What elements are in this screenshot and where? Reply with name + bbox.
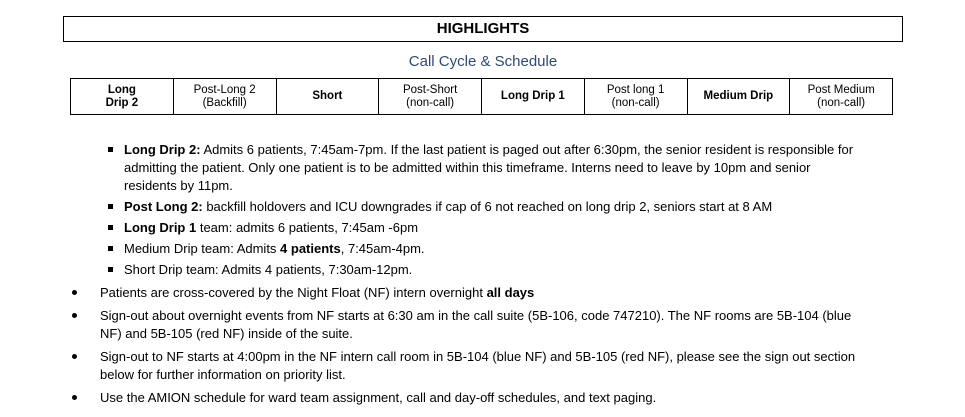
- main-bullet-cross-cover: Patients are cross-covered by the Night Float (NF) intern overnight all days: [100, 285, 535, 300]
- square-bullet-icon: [108, 147, 113, 152]
- cycle-cell-post-long-1: Post long 1 (non-call): [584, 79, 687, 115]
- square-bullet-icon: [108, 204, 113, 209]
- sub-bullet-post-long-2: Post Long 2: backfill holdovers and ICU downgrades if cap of 6 not reached on long drip 2, seniors start at 8 AM: [124, 199, 773, 214]
- round-bullet-icon: [72, 354, 77, 359]
- call-cycle-table: [70, 78, 893, 115]
- cycle-cell-post-long-2: Post-Long 2 (Backfill): [173, 79, 276, 115]
- cycle-cell-long-drip-1: Long Drip 1: [482, 79, 585, 115]
- main-bullet-nf-signout: Sign-out to NF starts at 4:00pm in the NF intern call room in 5B-104 (blue NF) and 5B-105 (red NF), please see the sign out section below for further information on priority list.: [100, 349, 856, 382]
- cycle-cell-medium-drip: Medium Drip: [687, 79, 790, 115]
- sub-bullet-long-drip-2: Long Drip 2: Admits 6 patients, 7:45am-7pm. If the last patient is paged out after 6:30pm, the senior resident is responsible for admitting the patient. Only one patient is to be admitted within this timeframe. Interns need to leave by 10pm and senior residents by 11pm.: [124, 142, 854, 193]
- main-bullet-overnight-signout: Sign-out about overnight events from NF starts at 6:30 am in the call suite (5B-106, code 747210). The NF rooms are 5B-104 (blue NF) and 5B-105 (red NF) inside of the suite.: [100, 308, 852, 341]
- cycle-cell-post-short: Post-Short (non-call): [379, 79, 482, 115]
- sub-bullet-long-drip-1: Long Drip 1 team: admits 6 patients, 7:45am -6pm: [124, 220, 419, 235]
- main-bullet-amion: Use the AMION schedule for ward team assignment, call and day-off schedules, and text paging.: [100, 390, 657, 405]
- square-bullet-icon: [108, 246, 113, 251]
- cycle-cell-short: Short: [276, 79, 379, 115]
- round-bullet-icon: [72, 290, 77, 295]
- square-bullet-icon: [108, 267, 113, 272]
- sub-bullet-short-drip: Short Drip team: Admits 4 patients, 7:30am-12pm.: [124, 262, 413, 277]
- cycle-cell-post-medium: Post Medium (non-call): [790, 79, 893, 115]
- round-bullet-icon: [72, 313, 77, 318]
- call-cycle-row: [71, 79, 893, 115]
- call-cycle-subtitle: Call Cycle & Schedule: [408, 53, 558, 70]
- sub-bullet-medium-drip: Medium Drip team: Admits 4 patients, 7:45am-4pm.: [124, 241, 425, 256]
- square-bullet-icon: [108, 225, 113, 230]
- highlights-header: [63, 16, 903, 42]
- round-bullet-icon: [72, 395, 77, 400]
- highlights-title: HIGHLIGHTS: [436, 20, 530, 37]
- cycle-cell-long-drip-2: Long Drip 2: [71, 79, 174, 115]
